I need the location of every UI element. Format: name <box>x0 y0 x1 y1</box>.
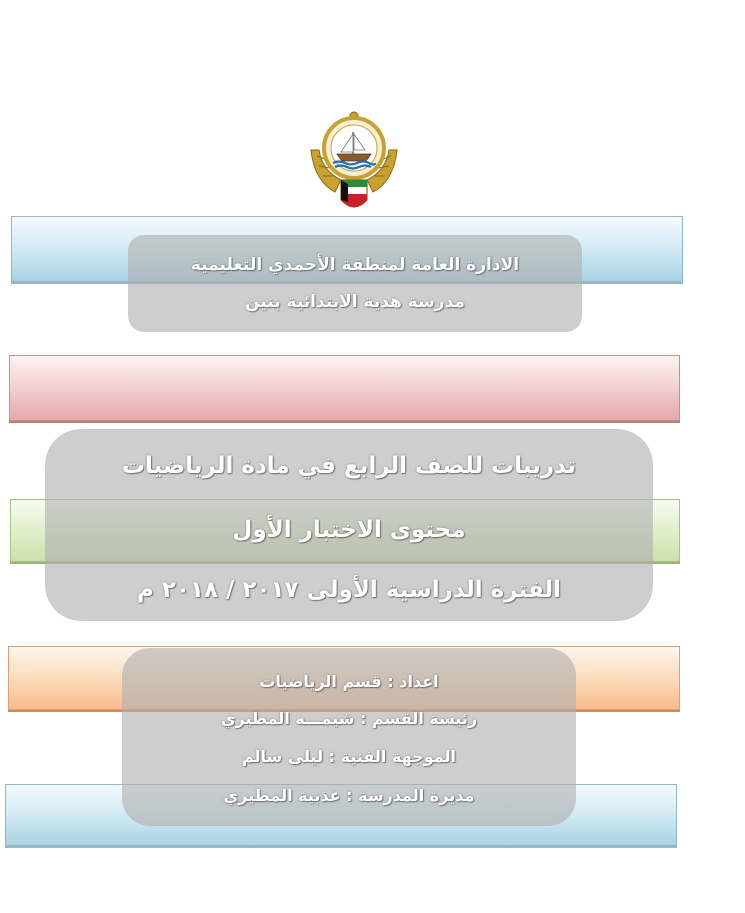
directorate-name: الادارة العامة لمنطقة الأحمدي التعليمية <box>190 255 520 275</box>
kuwait-emblem-icon <box>305 110 403 218</box>
academic-period: الفترة الدراسية الأولى ٢٠١٧ / ٢٠١٨ م <box>136 577 562 603</box>
school-header-panel <box>128 235 582 332</box>
credits-panel <box>122 648 576 826</box>
subject-title: تدريبات للصف الرابع في مادة الرياضيات <box>121 453 577 479</box>
decorative-band-pink <box>9 355 680 421</box>
school-name: مدرسة هدية الابتدائية بنين <box>245 292 465 312</box>
head-of-department: رئيسة القسم : شيمـــه المطيري <box>220 709 478 728</box>
technical-supervisor: الموجهة الفنية : ليلى سالم <box>241 747 457 766</box>
test-content-title: محتوى الاختبار الأول <box>232 517 466 543</box>
school-principal: مديرة المدرسة : عذبية المطيري <box>223 786 475 805</box>
prepared-by: اعداد : قسم الرياضيات <box>259 672 439 691</box>
title-panel <box>45 429 653 621</box>
